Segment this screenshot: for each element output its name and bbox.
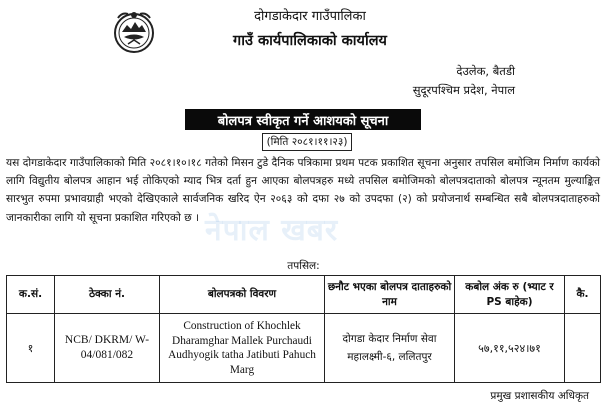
col-header-remarks: कै. [565, 276, 601, 314]
details-subheading: तपसिल: [287, 260, 320, 272]
col-header-sn: क.सं. [7, 276, 55, 314]
cell-description: Construction of Khochlek Dharamghar Mallek Purchaudi Audhyogik tatha Jatibuti Pahuch Marg [160, 314, 325, 383]
address-line-2: सुदूरपश्चिम प्रदेश, नेपाल [412, 83, 515, 97]
cell-amount: ५७,११,५२४।७१ [455, 314, 565, 383]
col-header-amount: कबोल अंक रु (भ्याट र PS बाहेक) [455, 276, 565, 314]
col-header-contract-no: ठेक्का नं. [55, 276, 160, 314]
cell-sn: १ [7, 314, 55, 383]
municipality-name: दोगडाकेदार गाउँपालिका [254, 9, 366, 24]
government-emblem-icon [108, 6, 160, 58]
table-header-row [7, 276, 601, 314]
cell-bidder: दोगडा केदार निर्माण सेवा महालक्ष्मी-६, ललितपुर [325, 314, 455, 383]
address-line-1: देउलेक, बैतडी [456, 64, 515, 78]
cell-remarks [565, 314, 601, 383]
office-name: गाउँ कार्यपालिकाको कार्यालय [233, 33, 387, 49]
bid-table [6, 275, 601, 383]
notice-title: बोलपत्र स्वीकृत गर्ने आशयको सूचना [185, 109, 421, 130]
signatory-title: प्रमुख प्रशासकीय अधिकृत [490, 390, 589, 402]
col-header-bidder: छनौट भएका बोलपत्र दाताहरुको नाम [325, 276, 455, 314]
col-header-description: बोलपत्रको विवरण [160, 276, 325, 314]
notice-date: (मिति २०८१।११।२३) [262, 133, 352, 151]
cell-contract-no: NCB/ DKRM/ W-04/081/082 [55, 314, 160, 383]
table-row [7, 314, 601, 383]
watermark: नेपाल खबर [205, 213, 339, 248]
notice-body: यस दोगडाकेदार गाउँपालिकाको मिति २०८१।१०।१८ गतेको मिसन टुडे दैनिक पत्रिकामा प्रथम पटक प्रकाशित सूचना अनुसार तपसिल बमोजिम निर्माण कार्यको लागि विद्युतीय बोलपत्र आहान भई तोकिएको म्याद भित्र दर्ता हुन आएका बोलपत्रहरु मध्ये तपसिल बमोजिमको बोलपत्रदाताको बोलपत्र न्यूनतम मुल्याङ्कित सारभुत रुपमा प्रभावग्राही भएको देखिएकाले सार्वजनिक खरिद ऐन २०६३ को दफा २७ को उपदफा (२) को प्रयोजनार्थ सम्बन्धित सबै बोलपत्रदाताहरुको जानकारीका लागि यो सूचना प्रकाशित गरिएको छ । [6, 157, 600, 224]
